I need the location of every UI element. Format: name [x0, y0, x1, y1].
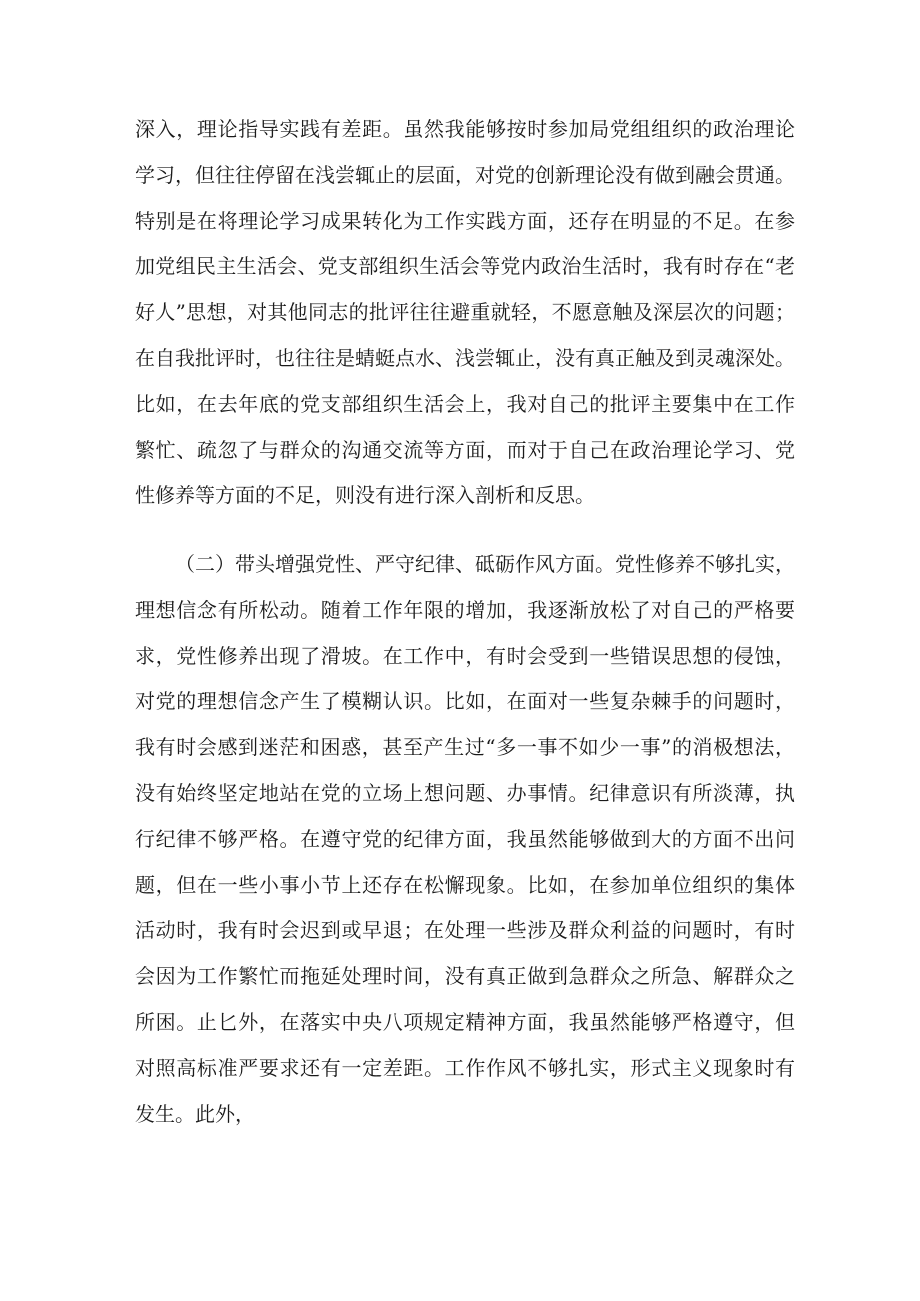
- paragraph-line-last: 性修养等方面的不足，则没有进行深入剖析和反思。: [135, 483, 595, 508]
- paragraph-line-first: （二）带头增强党性、严守纪律、砥砺作风方面。党性修养不够扎实，: [175, 552, 795, 576]
- paragraph-line: 特别是在将理论学习成果转化为工作实践方面，还存在明显的不足。在参: [135, 208, 795, 233]
- paragraph-line: 活动时，我有时会迟到或早退；在处理一些涉及群众利益的问题时，有时: [135, 918, 795, 943]
- paragraph-line-last: 发生。此外，: [135, 1101, 255, 1126]
- paragraph-line: 会因为工作繁忙而拖延处理时间，没有真正做到急群众之所急、解群众之: [135, 964, 795, 989]
- paragraph-line: 深入，理论指导实践有差距。虽然我能够按时参加局党组组织的政治理论: [135, 117, 795, 141]
- paragraph-line: 好人”思想，对其他同志的批评往往避重就轻，不愿意触及深层次的问题；: [135, 300, 795, 325]
- paragraph-line: 题，但在一些小事小节上还存在松懈现象。比如，在参加单位组织的集体: [135, 872, 795, 897]
- paragraph-line: 求，党性修养出现了滑坡。在工作中，有时会受到一些错误思想的侵蚀，: [135, 643, 795, 668]
- paragraph-line: 理想信念有所松动。随着工作年限的增加，我逐渐放松了对自己的严格要: [135, 597, 795, 622]
- paragraph-line: 所困。止匕外，在落实中央八项规定精神方面，我虽然能够严格遵守，但: [135, 1009, 795, 1034]
- paragraph-line: 行纪律不够严格。在遵守党的纪律方面，我虽然能够做到大的方面不出问: [135, 826, 795, 851]
- paragraph-line: 对照高标准严要求还有一定差距。工作作风不够扎实，形式主义现象时有: [135, 1055, 795, 1080]
- paragraph-line: 在自我批评时，也往往是蜻蜓点水、浅尝辄止，没有真正触及到灵魂深处。: [135, 345, 795, 370]
- paragraph-line: 繁忙、疏忽了与群众的沟通交流等方面，而对于自己在政治理论学习、党: [135, 437, 795, 462]
- paragraph-line: 加党组民主生活会、党支部组织生活会等党内政治生活时，我有时存在“老: [135, 254, 795, 279]
- paragraph-line: 比如，在去年底的党支部组织生活会上，我对自己的批评主要集中在工作: [135, 391, 795, 416]
- paragraph-line: 学习，但往往停留在浅尝辄止的层面，对党的创新理论没有做到融会贯通。: [135, 162, 795, 187]
- paragraph-2: [135, 542, 795, 1137]
- paragraph-1: [135, 107, 795, 519]
- paragraph-line: 对党的理想信念产生了模糊认识。比如，在面对一些复杂棘手的问题时，: [135, 689, 795, 714]
- paragraph-line: 我有时会感到迷茫和困惑，甚至产生过“多一事不如少一事”的消极想法，: [135, 735, 795, 760]
- paragraph-line: 没有始终坚定地站在党的立场上想问题、办事情。纪律意识有所淡薄，执: [135, 780, 795, 805]
